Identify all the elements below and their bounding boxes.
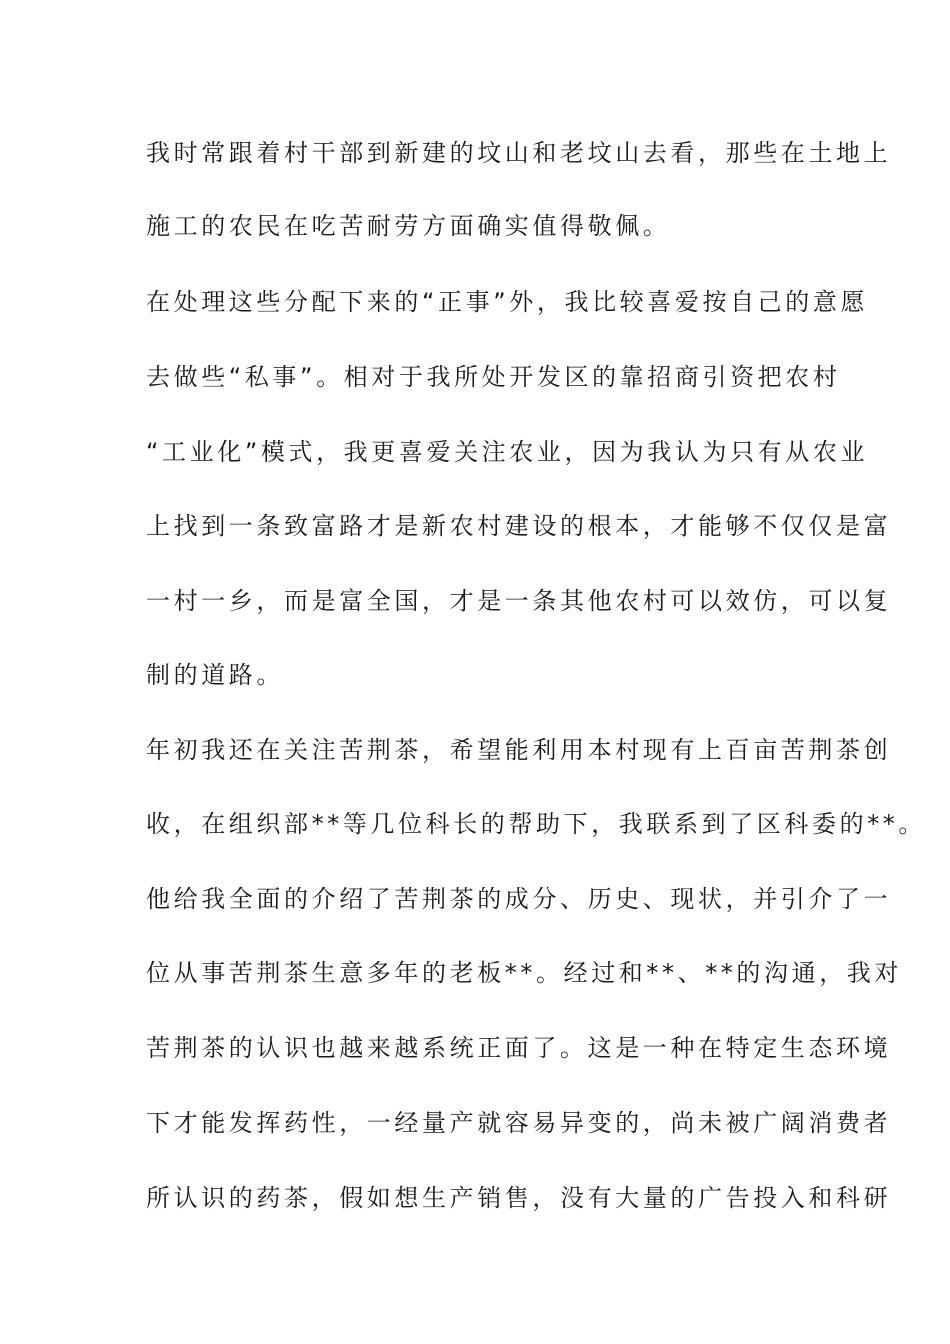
text-line: 我时常跟着村干部到新建的坟山和老坟山去看，那些在土地上 [146, 139, 892, 167]
text-line: 年初我还在关注苦荆茶，希望能利用本村现有上百亩苦荆茶创 [146, 736, 892, 764]
text-line: 收，在组织部**等几位科长的帮助下，我联系到了区科委的**。 [146, 810, 926, 838]
text-line: 一村一乡，而是富全国，才是一条其他农村可以效仿，可以复 [146, 587, 892, 615]
text-line: 制的道路。 [146, 661, 284, 689]
text-line: 施工的农民在吃苦耐劳方面确实值得敬佩。 [146, 212, 671, 240]
text-line: “工业化”模式，我更喜爱关注农业，因为我认为只有从农业 [146, 438, 869, 466]
text-line: 苦荆茶的认识也越来越系统正面了。这是一种在特定生态环境 [146, 1034, 892, 1062]
text-line: 去做些“私事”。相对于我所处开发区的靠招商引资把农村 [146, 363, 841, 391]
text-line: 下才能发挥药性，一经量产就容易异变的，尚未被广阔消费者 [146, 1109, 892, 1137]
text-line: 在处理这些分配下来的“正事”外，我比较喜爱按自己的意愿 [146, 288, 869, 316]
text-line: 上找到一条致富路才是新农村建设的根本，才能够不仅仅是富 [146, 512, 892, 540]
text-line: 位从事苦荆茶生意多年的老板**。经过和**、**的沟通，我对 [146, 959, 902, 987]
text-line: 他给我全面的介绍了苦荆茶的成分、历史、现状，并引介了一 [146, 885, 892, 913]
text-line: 所认识的药茶，假如想生产销售，没有大量的广告投入和科研 [146, 1184, 892, 1212]
